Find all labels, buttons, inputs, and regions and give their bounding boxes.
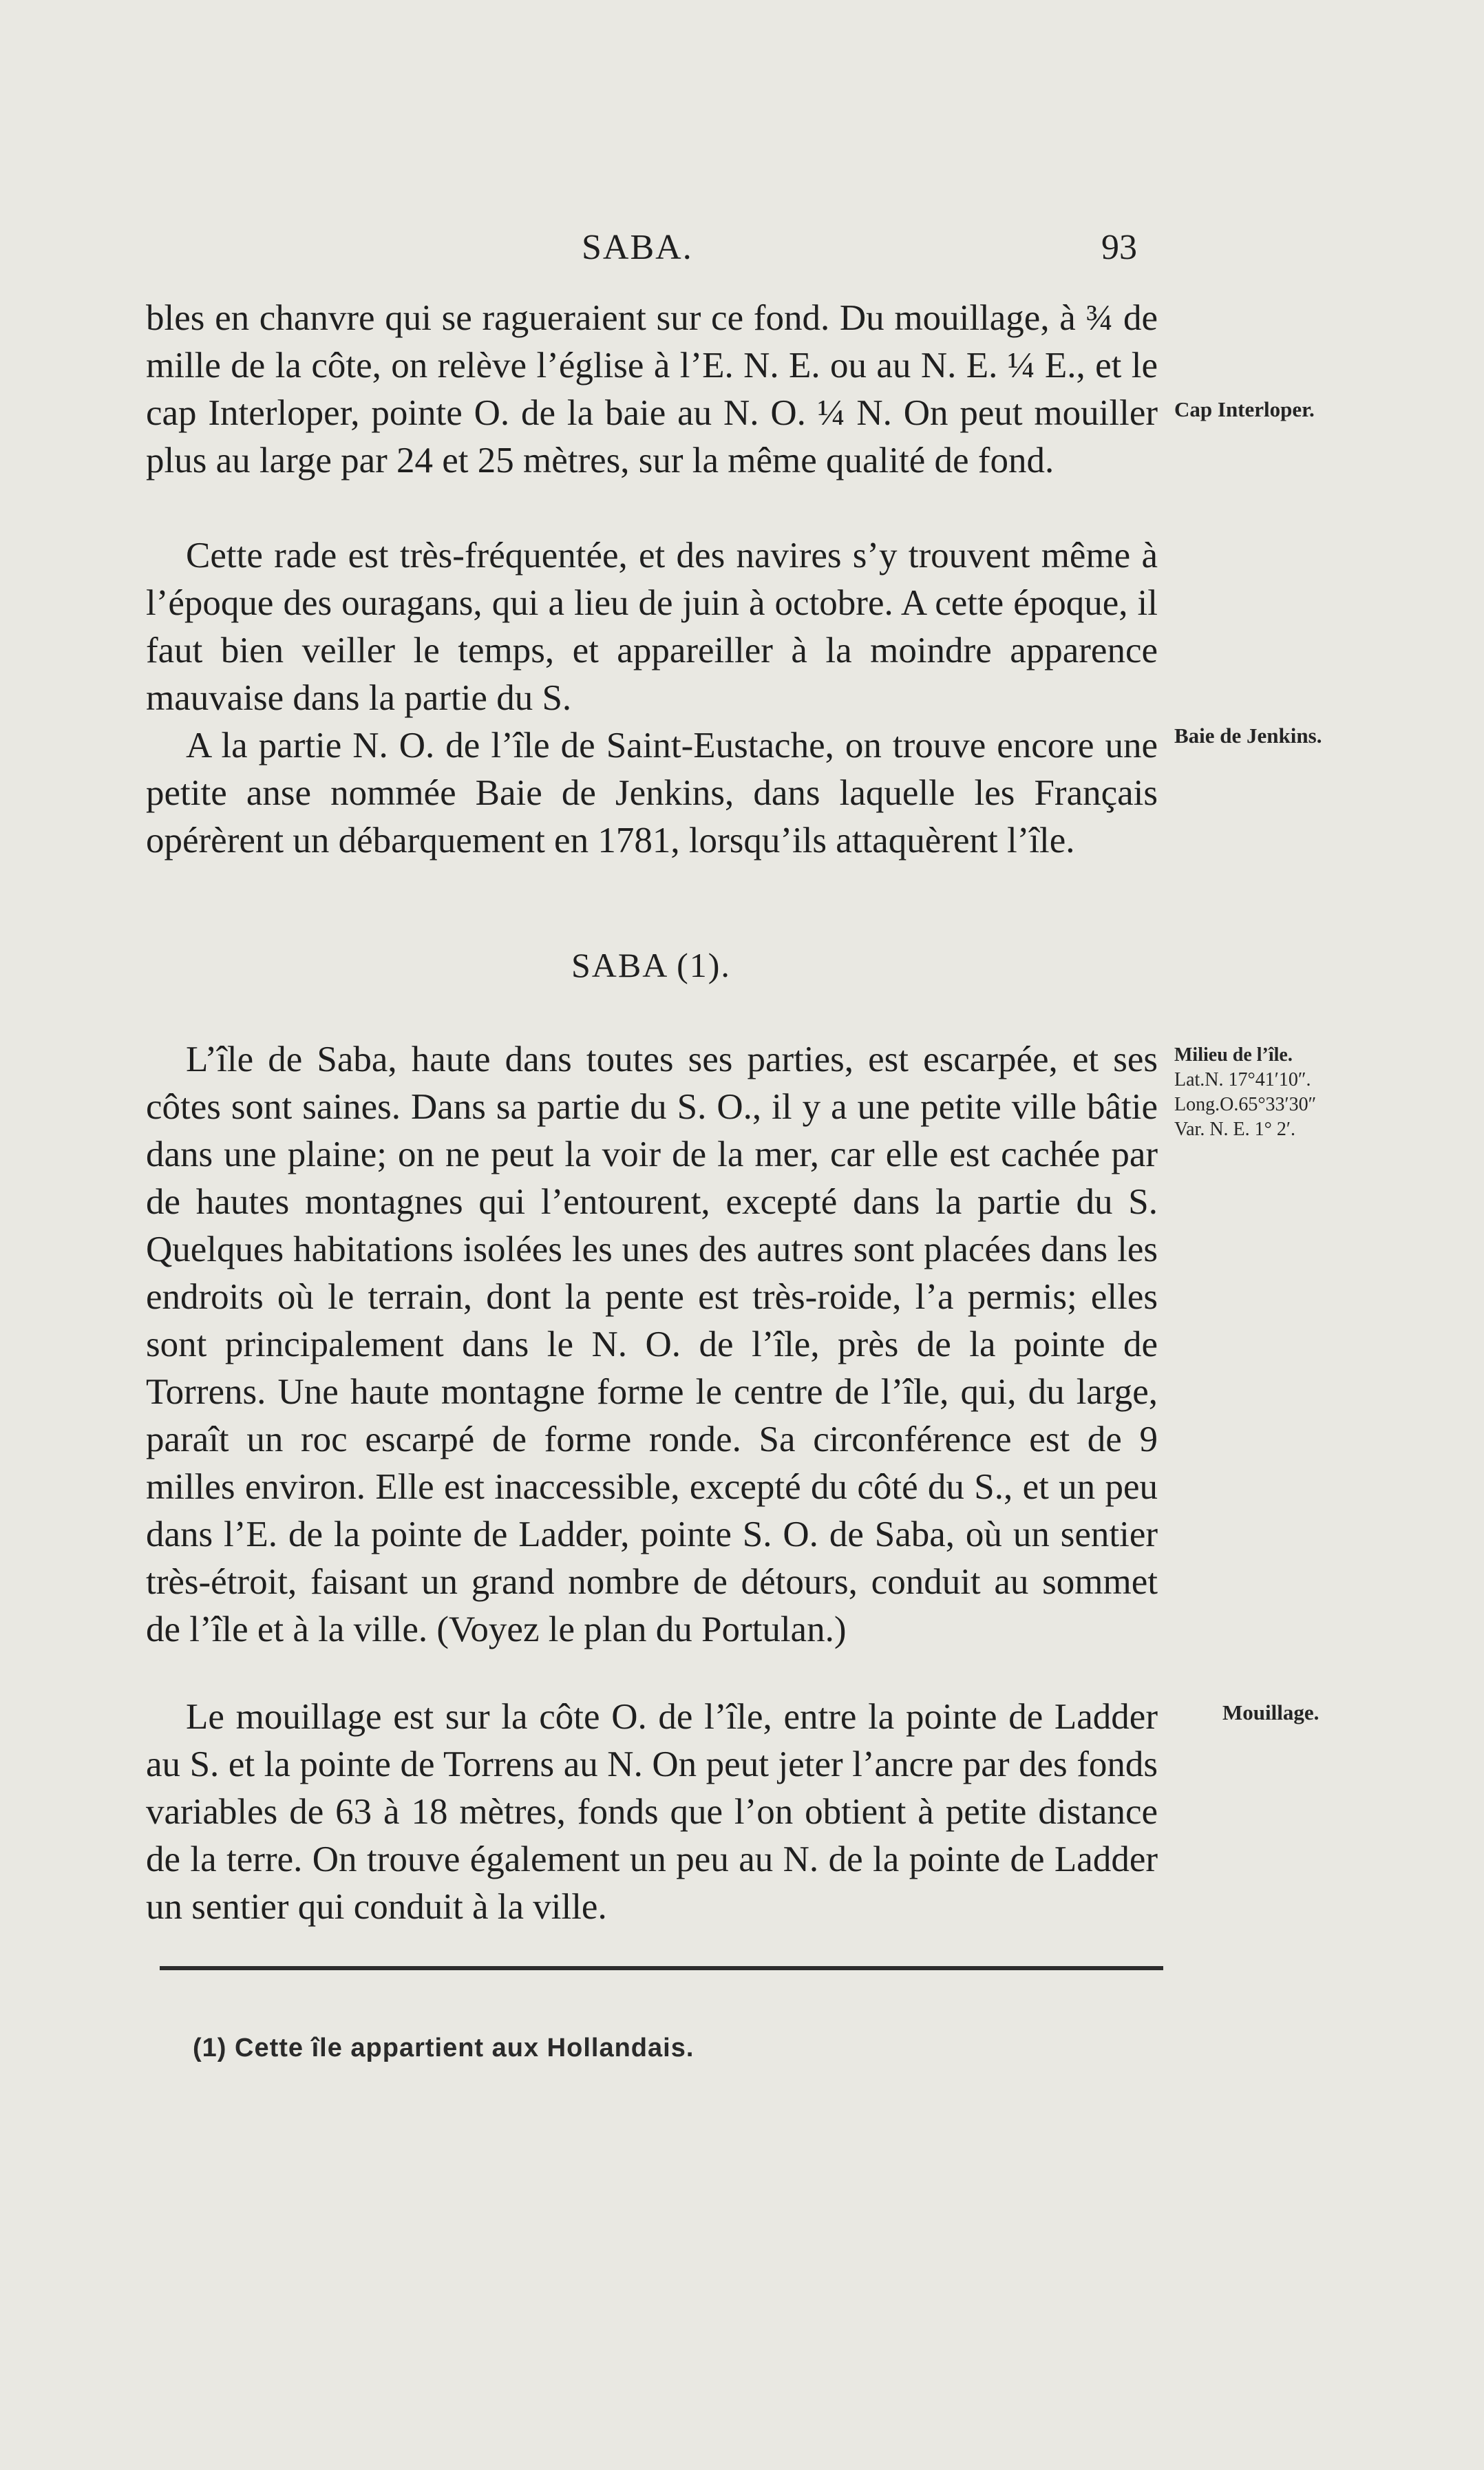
margin-note-mouillage: Mouillage. [1222, 1700, 1319, 1724]
margin-note-variation: Var. N. E. 1° 2′. [1174, 1119, 1295, 1140]
margin-note-milieu: Milieu de l’île. [1174, 1044, 1293, 1066]
footnote: (1) Cette île appartient aux Hollandais. [193, 2034, 695, 2062]
body-paragraph-4: L’île de Saba, haute dans toutes ses parties, est escarpée, et ses côtes sont saines. Dans sa partie du S. O., il y a une petite ville bâtie dans une plaine; on ne peut la voir de la mer, car elle est cachée par de hautes montagnes qui l’entourent, excepté dans la partie du S. Quelques habitations isolées les unes des autres sont placées dans les endroits où le terrain, dont la pente est très-roide, l’a permis; elles sont principalement dans le N. O. de l’île, près de la pointe de Torrens. Une haute montagne forme le centre de l’île, qui, du large, paraît un roc escarpé de forme ronde. Sa circonférence est de 9 milles environ. Elle est inaccessible, excepté du côté du S., et un peu dans l’E. de la pointe de Ladder, pointe S. O. de Saba, où un sentier très-étroit, faisant un grand nombre de détours, conduit au sommet de l’île et à la ville. (Voyez le plan du Portulan.) [146, 1039, 1158, 1649]
margin-note-baie-jenkins: Baie de Jenkins. [1174, 724, 1322, 748]
body-paragraph-1-wrapper [146, 295, 1158, 485]
body-paragraph-5: Le mouillage est sur la côte O. de l’île, entre la pointe de Ladder au S. et la pointe de Torrens au N. On peut jeter l’ancre par des fonds variables de 63 à 18 mètres, fonds que l’on obtient à petite distance de la terre. On trouve également un peu au N. de la pointe de Ladder un sentier qui conduit à la ville. [146, 1697, 1158, 1927]
body-paragraph-2: Cette rade est très-fréquentée, et des navires s’y trouvent même à l’époque des ouragans, qui a lieu de juin à octobre. A cette époque, il faut bien veiller le temps, et appareiller à la moindre apparence mauvaise dans la partie du S. [146, 536, 1158, 718]
body-paragraph-3-wrapper [146, 722, 1158, 865]
margin-note-latitude: Lat.N. 17°41′10″. [1174, 1069, 1311, 1090]
page-number: 93 [1101, 228, 1137, 267]
margin-note-longitude: Long.O.65°33′30″ [1174, 1094, 1317, 1115]
body-paragraph-5-wrapper [146, 1693, 1158, 1931]
footnote-rule [160, 1966, 1163, 1970]
body-paragraph-1: bles en chanvre qui se ragueraient sur ce fond. Du mouillage, à ¾ de mille de la côte, on relève l’église à l’E. N. E. ou au N. E. ¼ E., et le cap Interloper, pointe O. de la baie au N. O. ¼ N. On peut mouiller plus au large par 24 et 25 mètres, sur la même qualité de fond. [146, 298, 1158, 481]
section-heading: SABA (1). [571, 946, 731, 984]
margin-note-coordinates [1174, 1043, 1316, 1142]
body-paragraph-3: A la partie N. O. de l’île de Saint-Eustache, on trouve encore une petite anse nommée Baie de Jenkins, dans laquelle les Français opérèrent un débarquement en 1781, lorsqu’ils attaquèrent l’île. [146, 726, 1158, 861]
body-paragraph-2-wrapper [146, 532, 1158, 722]
body-paragraph-4-wrapper [146, 1036, 1158, 1654]
margin-note-cap-interloper: Cap Interloper. [1174, 397, 1315, 421]
running-title: SABA. [582, 228, 693, 267]
